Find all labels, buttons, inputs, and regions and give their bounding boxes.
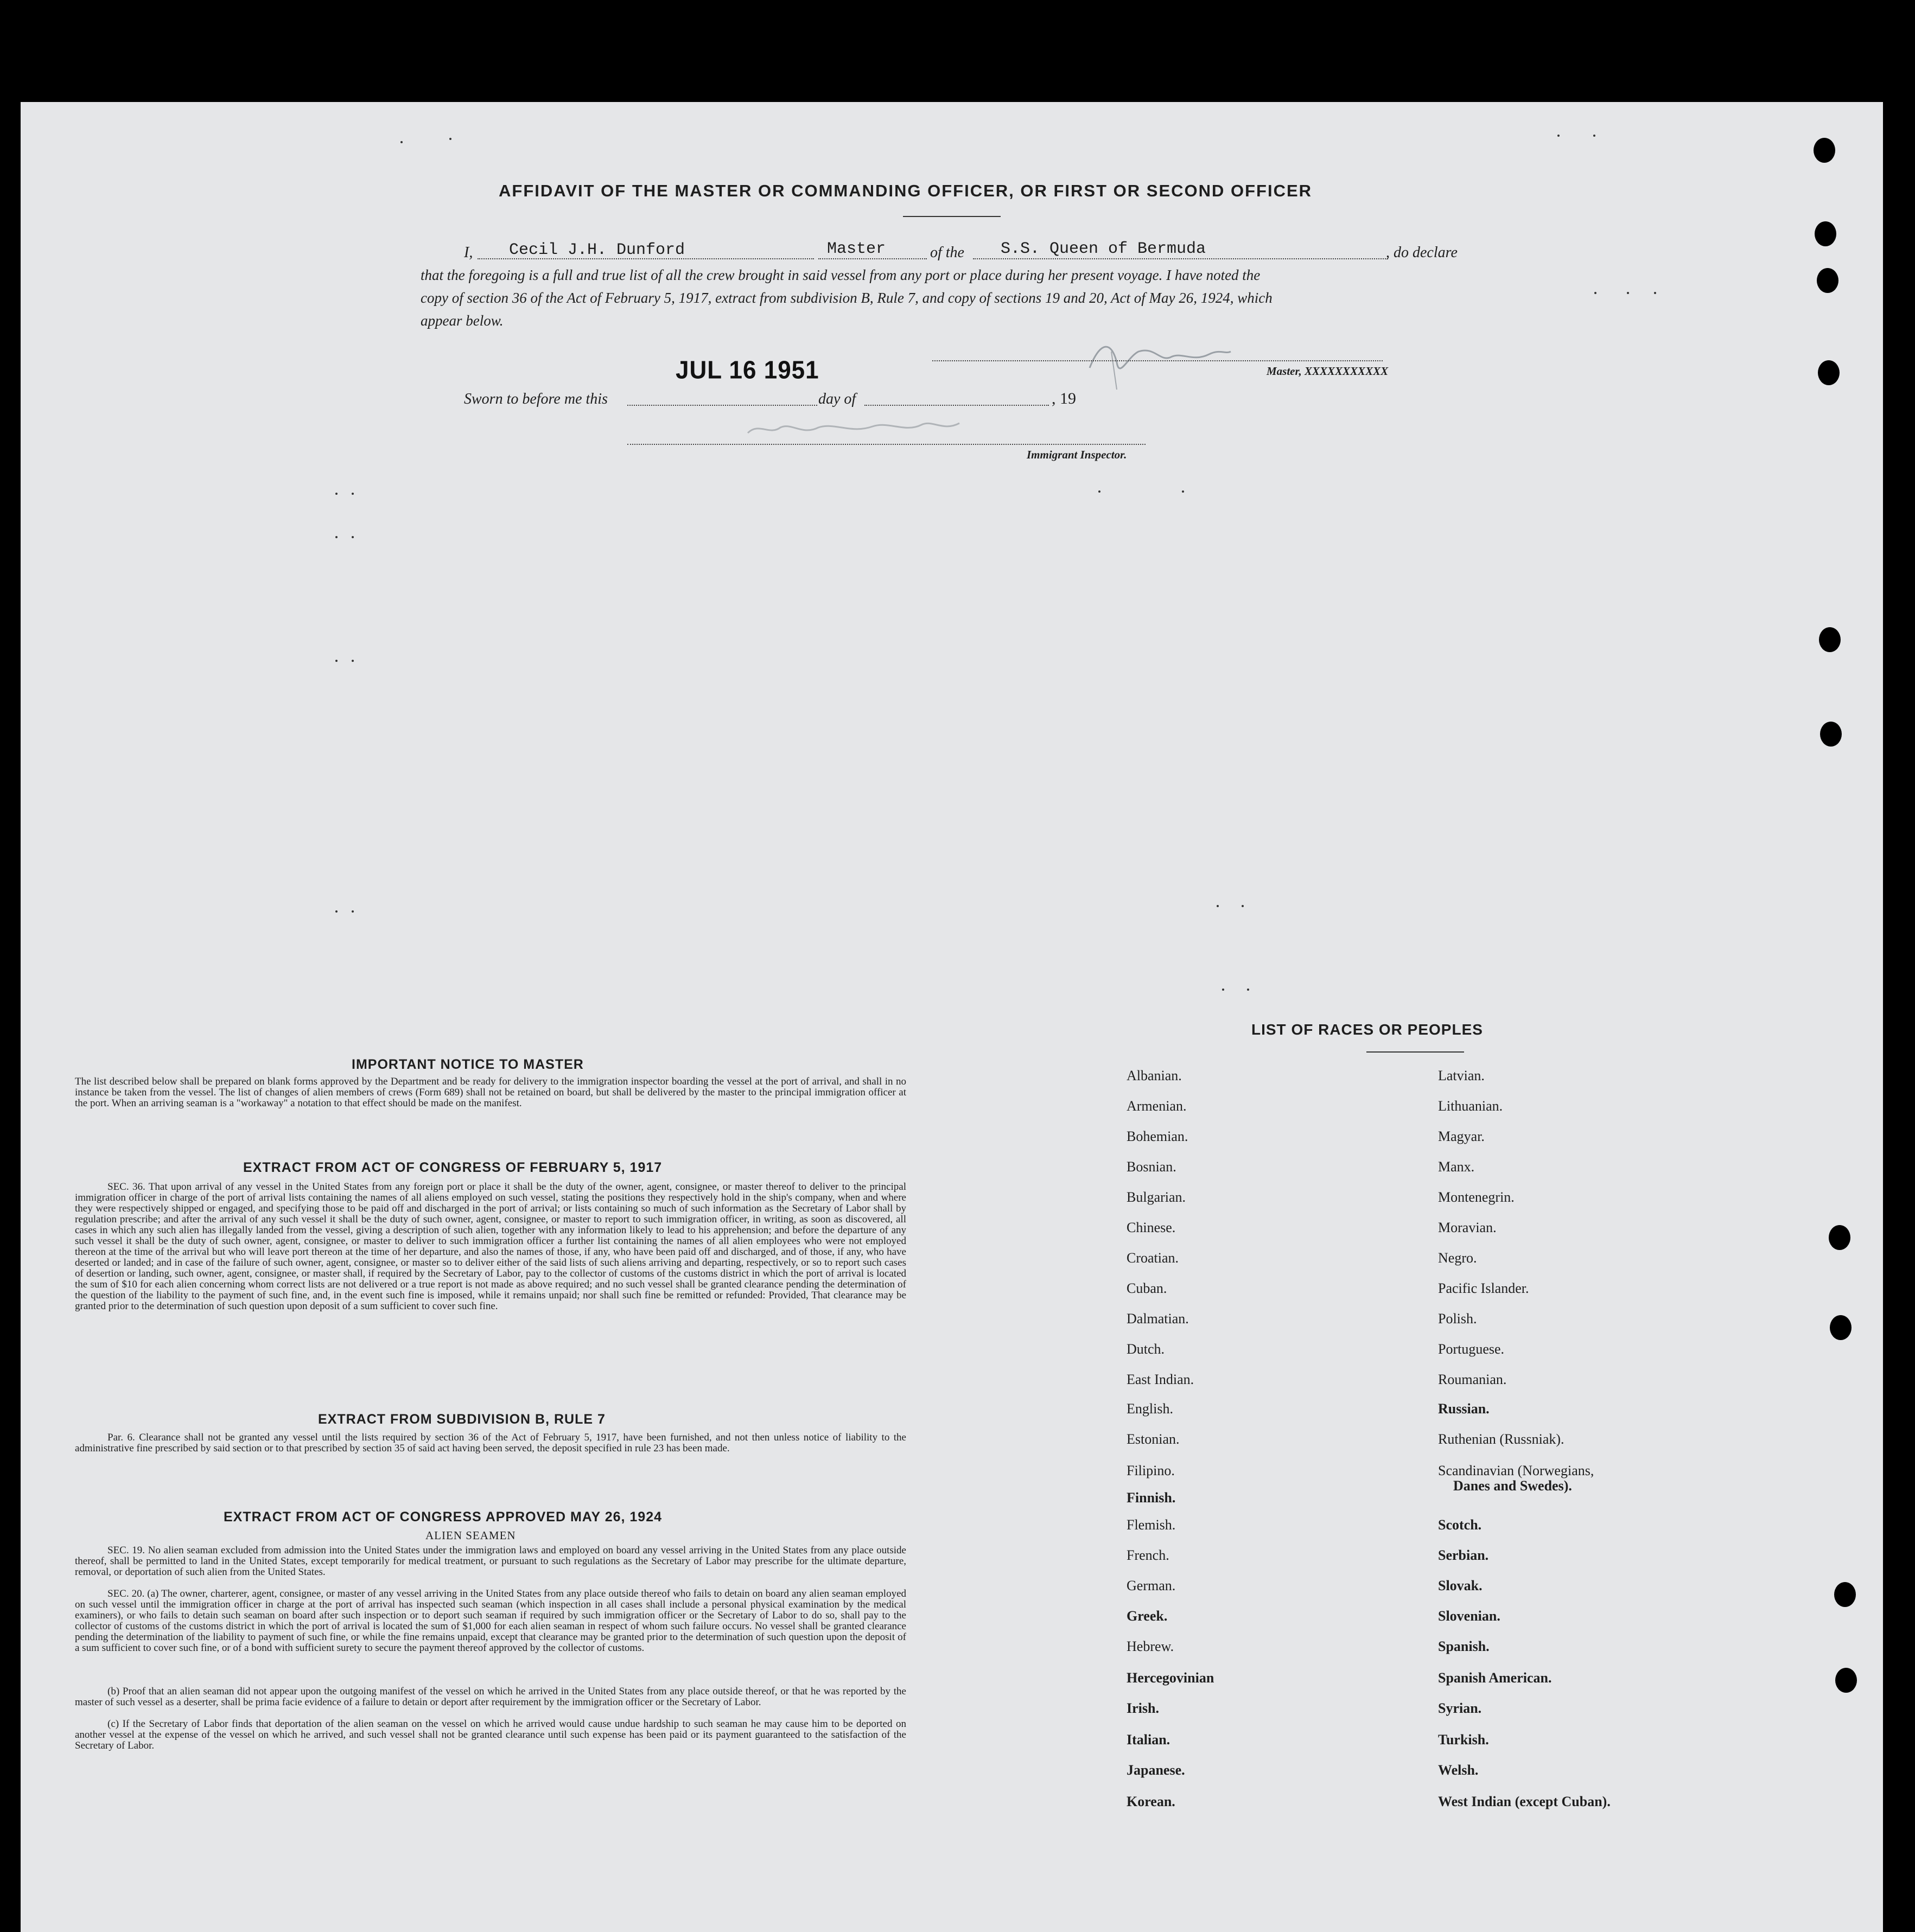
inspector-label: Immigrant Inspector.	[1027, 448, 1127, 461]
affidavit-body-1: that the foregoing is a full and true list of all the crew brought in said vessel from any port or place during her present voyage. I have noted the	[421, 267, 1261, 283]
race-item: East Indian.	[1127, 1372, 1194, 1387]
race-item: Slovak.	[1438, 1578, 1483, 1593]
binder-hole	[1820, 722, 1842, 747]
sworn-day-line	[627, 405, 817, 406]
scan-speck	[352, 493, 354, 495]
binder-hole	[1830, 1315, 1852, 1340]
alien-seamen-subtitle: ALIEN SEAMEN	[425, 1529, 516, 1542]
races-title: LIST OF RACES OR PEOPLES	[1251, 1021, 1483, 1038]
race-item: Portuguese.	[1438, 1341, 1505, 1357]
rank-line	[818, 258, 927, 259]
scan-speck	[335, 536, 338, 538]
binder-hole	[1818, 360, 1840, 385]
race-item: Greek.	[1127, 1608, 1168, 1624]
races-rule	[1366, 1051, 1464, 1053]
date-stamp: JUL 16 1951	[676, 356, 819, 385]
race-item: Ruthenian (Russniak).	[1438, 1431, 1564, 1447]
scan-speck	[1098, 490, 1100, 493]
race-item: Latvian.	[1438, 1068, 1485, 1083]
notice-text: The list described below shall be prepared on blank forms approved by the Department and be ready for delivery to the immigration inspector boarding the vessel at the port of arrival, and shall in no instance be taken from the vessel. The list of changes of alien members of crews (Form 689) shall not be retained on board, but shall be delivered by the master to the principal immigration officer at the port. When an arriving seaman is a "workaway" a notation to that effect should be made on the manifest.	[75, 1076, 906, 1109]
race-item: Irish.	[1127, 1700, 1159, 1716]
day-of-label: day of	[818, 391, 856, 407]
notice-title: IMPORTANT NOTICE TO MASTER	[352, 1057, 584, 1072]
race-item: German.	[1127, 1578, 1176, 1593]
race-item: Welsh.	[1438, 1762, 1479, 1778]
scan-speck	[1217, 905, 1219, 907]
race-item: French.	[1127, 1547, 1169, 1563]
inspector-signature	[742, 411, 992, 444]
race-item: Russian.	[1438, 1401, 1490, 1417]
race-item: Bosnian.	[1127, 1159, 1176, 1175]
binder-hole	[1817, 268, 1838, 293]
race-item: Bohemian.	[1127, 1128, 1188, 1144]
scan-speck	[1182, 490, 1184, 493]
affidavit-body-3: appear below.	[421, 313, 504, 329]
scan-speck	[400, 141, 403, 143]
scan-speck	[352, 536, 354, 538]
binder-hole	[1815, 221, 1836, 246]
scan-speck	[1222, 989, 1224, 991]
do-declare: , do declare	[1386, 244, 1458, 261]
sec19-text: SEC. 19. No alien seaman excluded from admission into the United States under the immigration laws and employed on board any vessel arriving in the United States from any place outside thereof, shall be permitted to land in the United States, except temporarily for medical treatment, or pursuant to such regulations as the Secretary of Labor may prescribe for the ultimate departure, removal, or deportation of such alien from the United States.	[75, 1545, 906, 1578]
race-item: Negro.	[1438, 1250, 1477, 1266]
race-item: Lithuanian.	[1438, 1098, 1503, 1114]
binder-hole	[1819, 627, 1841, 652]
race-item: Dutch.	[1127, 1341, 1165, 1357]
race-item: Roumanian.	[1438, 1372, 1507, 1387]
master-label: Master, XXXXXXXXXXX	[1267, 365, 1389, 378]
race-item: Turkish.	[1438, 1732, 1489, 1748]
title-rule	[903, 216, 1001, 217]
of-the-label: of the	[930, 244, 964, 261]
binder-hole	[1835, 1668, 1857, 1693]
race-item: Polish.	[1438, 1311, 1477, 1327]
race-item: Pacific Islander.	[1438, 1280, 1529, 1296]
master-name: Cecil J.H. Dunford	[509, 241, 685, 259]
affidavit-body-2: copy of section 36 of the Act of February 5, 1917, extract from subdivision B, Rule 7, and copy of sections 19 and 20, Act of May 26, 1924, which	[421, 290, 1273, 306]
race-item: Scandinavian (Norwegians,	[1438, 1463, 1594, 1478]
vessel-name: S.S. Queen of Bermuda	[1001, 240, 1206, 258]
scan-speck	[1627, 292, 1629, 294]
race-item: Italian.	[1127, 1732, 1170, 1748]
race-item: Estonian.	[1127, 1431, 1180, 1447]
extract-1924-title: EXTRACT FROM ACT OF CONGRESS APPROVED MAY 26, 1924	[224, 1509, 663, 1525]
extract-rule7-title: EXTRACT FROM SUBDIVISION B, RULE 7	[318, 1412, 606, 1427]
race-item: Slovenian.	[1438, 1608, 1500, 1624]
race-item: West Indian (except Cuban).	[1438, 1794, 1611, 1809]
vessel-line	[973, 258, 1388, 259]
binder-hole	[1834, 1582, 1856, 1607]
scan-speck	[352, 910, 354, 913]
scan-speck	[449, 138, 451, 140]
scan-speck	[1557, 135, 1560, 137]
race-item: Albanian.	[1127, 1068, 1182, 1083]
race-item: Magyar.	[1438, 1128, 1485, 1144]
race-item: Serbian.	[1438, 1547, 1489, 1563]
scan-speck	[1654, 292, 1656, 294]
year-prefix: , 19	[1052, 390, 1076, 407]
scan-speck	[1593, 135, 1595, 137]
race-item: Finnish.	[1127, 1490, 1176, 1506]
race-item: Armenian.	[1127, 1098, 1187, 1114]
race-item: Moravian.	[1438, 1220, 1497, 1235]
race-item: Manx.	[1438, 1159, 1475, 1175]
race-item: Scotch.	[1438, 1517, 1482, 1533]
race-item: English.	[1127, 1401, 1173, 1417]
sworn-month-line	[864, 405, 1049, 406]
race-item: Flemish.	[1127, 1517, 1176, 1533]
race-item: Danes and Swedes).	[1453, 1478, 1572, 1494]
binder-hole	[1814, 138, 1835, 163]
scan-speck	[335, 910, 338, 913]
scan-speck	[1594, 292, 1596, 294]
sec20a-text: SEC. 20. (a) The owner, charterer, agent, consignee, or master of any vessel arriving in the United States from any place outside thereof who fails to detain on board any alien seaman employed on such vessel until the immigration officer in charge at the port of arrival has inspected such seaman (which inspection in all cases shall include a personal physical examination by the medical examiners), or who fails to detain such seaman on board after such inspection or to deport such seaman if required by such immigration officer or the Secretary of Labor to do so, shall pay to the collector of customs of the customs district in which the port of arrival is located the sum of $1,000 for each alien seaman in respect of whom such failure occurs. No vessel shall be granted clearance pending the determination of the liability to payment of such fine, or while the fine remains unpaid, except that clearance may be granted prior to the determination of such question upon the deposit of a sum sufficient to cover such fine, or of a bond with sufficient surety to secure the payment thereof approved by the collector of customs.	[75, 1588, 906, 1654]
scan-speck	[1247, 989, 1249, 991]
scan-speck	[352, 660, 354, 662]
extract-1917-text: SEC. 36. That upon arrival of any vessel in the United States from any foreign port or place it shall be the duty of the owner, agent, consignee, or master thereof to deliver to the principal immigration officer in charge of the port of arrival lists containing the names of all aliens employed on such vessel, stating the positions they respectively hold in the ship's company, when and where they were respectively shipped or engaged, and specifying those to be paid off and discharged in the port of arrival; or lists containing so much of such information as the Secretary of Labor shall by regulation prescribe; and after the arrival of any such vessel it shall be the duty of such owner, agent, consignee, or master to report to such immigration officer, in writing, as soon as discovered, all cases in which any such alien has illegally landed from the vessel, giving a description of such alien, together with any information likely to lead to his apprehension; and before the departure of any such vessel it shall be the duty of such owner, agent, consignee, or master to deliver to such immigration officer a further list containing the names of all alien employees who were not employed thereon at the time of the arrival but who will leave port thereon at the time of her departure, and also the names of those, if any, who have been paid off and discharged, and of those, if any, who have deserted or landed; and in case of the failure of such owner, agent, consignee, or master so to deliver either of the said lists of such aliens arriving and departing, respectively, or so to report such cases of desertion or landing, such owner, agent, consignee, or master shall, if required by the Secretary of Labor, pay to the collector of customs of the customs district in which the port of arrival is located the sum of $10 for each alien concerning whom correct lists are not delivered or a true report is not made as above required; and no such vessel shall be granted clearance pending the determination of the question of the liability to the payment of such fine, and, in the event such fine is imposed, while it remains unpaid; nor shall such fine be remitted or refunded: Provided, That clearance may be granted prior to the determination of such question upon deposit of a sum sufficient to cover such fine.	[75, 1181, 906, 1312]
inspector-signature-line	[627, 444, 1146, 445]
race-item: Japanese.	[1127, 1762, 1185, 1778]
race-item: Hebrew.	[1127, 1638, 1174, 1654]
scan-speck	[1242, 905, 1244, 907]
race-item: Filipino.	[1127, 1463, 1175, 1478]
race-item: Bulgarian.	[1127, 1189, 1186, 1205]
master-rank: Master	[827, 240, 886, 258]
race-item: Spanish.	[1438, 1638, 1490, 1654]
document-sheet	[21, 102, 1883, 1932]
scan-speck	[335, 493, 338, 495]
race-item: Spanish American.	[1438, 1670, 1552, 1686]
race-item: Hercegovinian	[1127, 1670, 1214, 1686]
race-item: Syrian.	[1438, 1700, 1482, 1716]
race-item: Croatian.	[1127, 1250, 1179, 1266]
sec20b-text: (b) Proof that an alien seaman did not appear upon the outgoing manifest of the vessel on which he arrived in the United States from any place outside thereof, or that he was reported by the master of such vessel as a deserter, shall be prima facie evidence of a failure to detain or deport after requirement by the immigration officer or the Secretary of Labor.	[75, 1686, 906, 1708]
sworn-label: Sworn to before me this	[464, 391, 608, 407]
master-signature	[1079, 330, 1242, 395]
i-label: I,	[464, 244, 473, 261]
race-item: Cuban.	[1127, 1280, 1167, 1296]
extract-1917-title: EXTRACT FROM ACT OF CONGRESS OF FEBRUARY 5, 1917	[243, 1160, 663, 1175]
scan-speck	[335, 660, 338, 662]
race-item: Korean.	[1127, 1794, 1175, 1809]
binder-hole	[1829, 1225, 1850, 1250]
sec20c-text: (c) If the Secretary of Labor finds that deportation of the alien seaman on the vessel on which he arrived would cause undue hardship to such seaman he may cause him to be deported on another vessel at the expense of the vessel on which he arrived, and such vessel shall not be granted clearance until such expense has been paid or its payment guaranteed to the satisfaction of the Secretary of Labor.	[75, 1718, 906, 1751]
extract-rule7-text: Par. 6. Clearance shall not be granted any vessel until the lists required by section 36 of the Act of February 5, 1917, have been furnished, and not then unless notice of liability to the administrative fine prescribed by said section or to that prescribed by section 35 of said act having been served, the deposit specified in rule 23 has been made.	[75, 1432, 906, 1454]
race-item: Chinese.	[1127, 1220, 1176, 1235]
race-item: Dalmatian.	[1127, 1311, 1189, 1327]
affidavit-title: AFFIDAVIT OF THE MASTER OR COMMANDING OFFICER, OR FIRST OR SECOND OFFICER	[499, 181, 1313, 200]
master-signature-line	[932, 360, 1383, 361]
race-item: Montenegrin.	[1438, 1189, 1515, 1205]
